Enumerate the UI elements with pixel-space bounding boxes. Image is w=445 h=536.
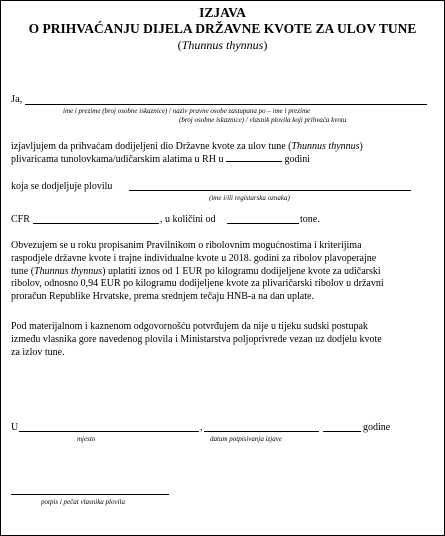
obligation-line-5: proračun Republike Hrvatske, prema srednjem tečaju HNB-a na dan uplate. (11, 291, 314, 303)
tone-label: tone. (300, 214, 320, 225)
declare-line-1 (11, 140, 434, 153)
obligation-species: Thunnus thynnus (34, 265, 103, 277)
name-hint-1: ime i prezime (broj osobne iskaznice) / naziv pravne osobe zastupana po – ime i prezime (63, 107, 311, 115)
obligation-paragraph (11, 240, 434, 304)
declare-line-2 (11, 153, 310, 166)
year-input-line[interactable] (226, 153, 282, 162)
declare-text-year-a: plivaricama tunolovkama/udičarskim alatima u RH u (11, 154, 224, 165)
obligation-line-1: Obvezujem se u roku propisanim Pravilnikom o ribolovnim mogućnostima i kriterijima (11, 240, 362, 251)
declare-species: Thunnus thynnus (291, 141, 360, 152)
signature-line[interactable] (11, 494, 169, 495)
obligation-l3-c: ) uplatiti iznos od 1 EUR po kilogramu dodijeljene kvote za udičarski (102, 265, 381, 277)
date-input-line[interactable] (204, 431, 319, 432)
liability-line-3: za izlov tune. (11, 346, 65, 358)
species-close: ) (263, 38, 268, 52)
quantity-input-line[interactable] (227, 223, 299, 224)
document-subtitle: O PRIHVAĆANJU DIJELA DRŽAVNE KVOTE ZA ULOV TUNE (28, 21, 417, 36)
quantity-label: , u količini od (160, 214, 216, 225)
godine-label: godine (363, 422, 391, 433)
document-title: IZJAVA (199, 5, 246, 20)
date-hint: datum potpisivanja izjave (210, 435, 282, 443)
place-input-line[interactable] (19, 431, 199, 432)
species-heading (1, 38, 444, 52)
ja-label: Ja, (11, 94, 23, 105)
date-year-input-line[interactable] (323, 431, 361, 432)
name-input-line[interactable] (25, 104, 427, 105)
place-hint: mjesto (77, 435, 96, 443)
liability-paragraph (11, 321, 434, 359)
vessel-input-line[interactable] (129, 190, 411, 191)
name-hint-2: (broj osobne iskaznice) / vlasnik plovila koji prihvaća kvotu (179, 116, 347, 124)
obligation-line-2: raspodjele državne kvote i trajne individualne kvote u 2018. godini za ribolov plavoperajne (11, 252, 377, 264)
cfr-label: CFR (11, 214, 30, 225)
vessel-hint: (ime i/ili registarska oznaka) (209, 194, 290, 202)
declare-text-c: ) (359, 141, 363, 152)
liability-line-2: između vlasnika gore navedenog plovila i Ministarstva poljoprivrede vezan uz dodjelu kvote (11, 333, 382, 345)
species-open: ( (177, 38, 182, 52)
liability-line-1: Pod materijalnom i kaznenom odgovornošću potvrđujem da nije u tijeku sudski postupak (11, 321, 368, 332)
cfr-input-line[interactable] (33, 223, 159, 224)
declare-text-a: izjavljujem da prihvaćam dodijeljeni dio Državne kvote za ulov tune ( (11, 141, 292, 152)
vessel-label: koja se dodjeljuje plovilu (11, 181, 113, 192)
obligation-line-4: ribolov, odnosno 0,94 EUR po kilogramu dodijeljene kvote za plivaričarski ribolov u državni (11, 278, 384, 290)
obligation-line-3 (11, 266, 434, 279)
obligation-l3-a: tune ( (11, 265, 35, 277)
place-prefix: U (11, 422, 19, 433)
species-latin-name: Thunnus thynnus (181, 38, 264, 52)
declare-text-year-b: godini (284, 154, 311, 165)
place-comma: , (200, 422, 203, 433)
signature-hint: potpis i pečat vlasnika plovila (41, 498, 125, 506)
